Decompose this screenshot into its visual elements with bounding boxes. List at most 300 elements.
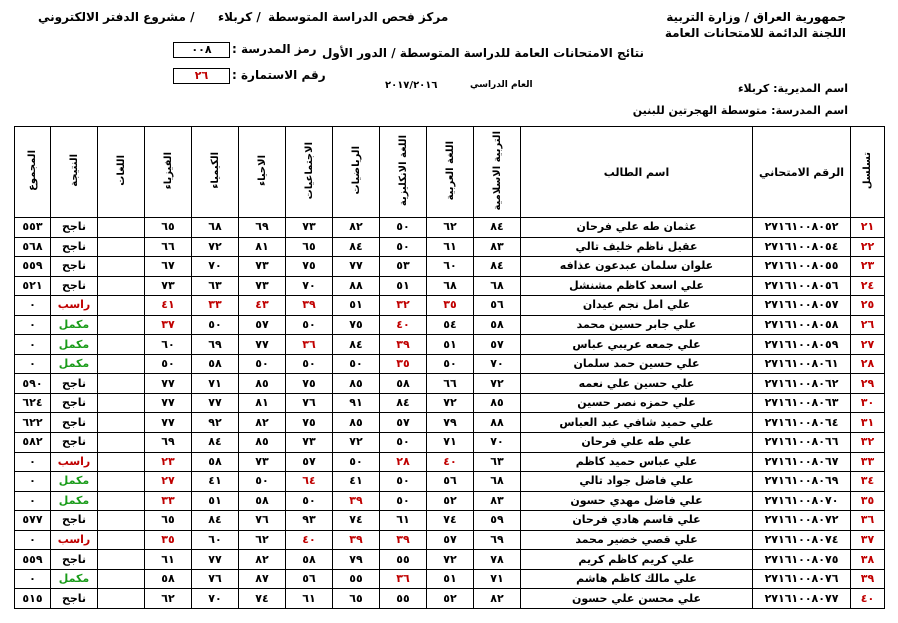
grade-cell: ٥٠ bbox=[380, 491, 427, 511]
grade-cell: ٦٥ bbox=[286, 237, 333, 257]
table-row bbox=[15, 491, 885, 511]
grade-cell: ٧٠ bbox=[192, 589, 239, 609]
student-name-cell: علي كريم كاظم كريم bbox=[521, 550, 753, 570]
directorate-value: كربلاء bbox=[737, 82, 770, 95]
grade-cell: ٥٦ bbox=[286, 569, 333, 589]
grade-cell: ٢٧ bbox=[145, 472, 192, 492]
grade-cell: ٧٣ bbox=[239, 257, 286, 277]
grade-cell: ٥٧ bbox=[239, 315, 286, 335]
total-cell: ٥٥٩ bbox=[15, 257, 51, 277]
grade-cell: ٧٥ bbox=[333, 315, 380, 335]
table-header-row bbox=[15, 127, 885, 218]
grade-cell: ٧٣ bbox=[286, 433, 333, 453]
result-cell: ناجح bbox=[51, 257, 98, 277]
serial-cell: ٢٩ bbox=[851, 374, 885, 394]
grade-cell: ٨٨ bbox=[333, 276, 380, 296]
table-row bbox=[15, 433, 885, 453]
grade-cell: ٥٥ bbox=[380, 550, 427, 570]
table-row bbox=[15, 237, 885, 257]
total-cell: ٠ bbox=[15, 335, 51, 355]
grade-cell: ٥٠ bbox=[286, 491, 333, 511]
exam-number-cell: ٢٧١٦١٠٠٨٠٥٦ bbox=[753, 276, 851, 296]
languages-cell bbox=[98, 569, 145, 589]
grade-cell: ٥٥ bbox=[333, 569, 380, 589]
student-name-cell: علي قصي خضير محمد bbox=[521, 530, 753, 550]
serial-cell: ٣٣ bbox=[851, 452, 885, 472]
student-name-cell: علي جمعه عريبي عباس bbox=[521, 335, 753, 355]
academic-year-label: العام الدراسي bbox=[470, 80, 533, 90]
languages-cell bbox=[98, 257, 145, 277]
col-exam-number: الرقم الامتحاني bbox=[753, 127, 851, 218]
grade-cell: ٥٨ bbox=[239, 491, 286, 511]
grade-cell: ٥١ bbox=[333, 296, 380, 316]
grade-cell: ٤٠ bbox=[380, 315, 427, 335]
grade-cell: ٣٧ bbox=[145, 315, 192, 335]
school-label: اسم المدرسة: bbox=[771, 104, 848, 117]
total-cell: ٥٨٢ bbox=[15, 433, 51, 453]
city-label: كربلاء / bbox=[218, 10, 261, 24]
col-chemistry: الكيمياء bbox=[192, 127, 239, 218]
result-cell: مكمل bbox=[51, 569, 98, 589]
table-row bbox=[15, 335, 885, 355]
results-table bbox=[14, 126, 885, 609]
result-cell: راسب bbox=[51, 296, 98, 316]
grade-cell: ٨٥ bbox=[333, 374, 380, 394]
result-cell: راسب bbox=[51, 530, 98, 550]
student-name-cell: علي قاسم هادي فرحان bbox=[521, 511, 753, 531]
grade-cell: ٩٣ bbox=[286, 511, 333, 531]
grade-cell: ٧٧ bbox=[145, 393, 192, 413]
academic-year-value: ٢٠١٧/٢٠١٦ bbox=[385, 80, 438, 91]
result-cell: ناجح bbox=[51, 218, 98, 238]
grade-cell: ٦٩ bbox=[145, 433, 192, 453]
exam-number-cell: ٢٧١٦١٠٠٨٠٦٦ bbox=[753, 433, 851, 453]
exam-number-cell: ٢٧١٦١٠٠٨٠٦٩ bbox=[753, 472, 851, 492]
project-title: مشروع الدفتر الالكتروني / bbox=[38, 10, 195, 24]
grade-cell: ٥١ bbox=[192, 491, 239, 511]
grade-cell: ٧٠ bbox=[192, 257, 239, 277]
col-social: الاجتماعيات bbox=[286, 127, 333, 218]
grade-cell: ٣٦ bbox=[286, 335, 333, 355]
total-cell: ٥٩٠ bbox=[15, 374, 51, 394]
grade-cell: ٤٣ bbox=[239, 296, 286, 316]
languages-cell bbox=[98, 413, 145, 433]
grade-cell: ٧٧ bbox=[145, 413, 192, 433]
languages-cell bbox=[98, 218, 145, 238]
grade-cell: ٧٢ bbox=[474, 374, 521, 394]
grade-cell: ٦٨ bbox=[474, 276, 521, 296]
total-cell: ٠ bbox=[15, 452, 51, 472]
grade-cell: ٥٨ bbox=[145, 569, 192, 589]
grade-cell: ٥٥ bbox=[380, 589, 427, 609]
table-row bbox=[15, 276, 885, 296]
grade-cell: ٥٠ bbox=[333, 452, 380, 472]
exam-number-cell: ٢٧١٦١٠٠٨٠٧٥ bbox=[753, 550, 851, 570]
languages-cell bbox=[98, 511, 145, 531]
grade-cell: ٦١ bbox=[145, 550, 192, 570]
result-cell: ناجح bbox=[51, 413, 98, 433]
form-number-label: رقم الاستمارة : bbox=[232, 68, 326, 82]
serial-cell: ٢٧ bbox=[851, 335, 885, 355]
serial-cell: ٣٨ bbox=[851, 550, 885, 570]
grade-cell: ٥٠ bbox=[286, 315, 333, 335]
grade-cell: ٥٨ bbox=[474, 315, 521, 335]
student-name-cell: علي جابر حسين محمد bbox=[521, 315, 753, 335]
grade-cell: ٧٠ bbox=[474, 433, 521, 453]
grade-cell: ٨٤ bbox=[192, 433, 239, 453]
serial-cell: ٢٤ bbox=[851, 276, 885, 296]
serial-cell: ٣٠ bbox=[851, 393, 885, 413]
grade-cell: ٧٧ bbox=[192, 550, 239, 570]
total-cell: ٥١٥ bbox=[15, 589, 51, 609]
grade-cell: ٣٥ bbox=[145, 530, 192, 550]
col-arabic: اللغة العربية bbox=[427, 127, 474, 218]
grade-cell: ٥١ bbox=[427, 335, 474, 355]
school-name bbox=[633, 104, 848, 117]
grade-cell: ٣٩ bbox=[380, 335, 427, 355]
form-number-value: ٢٦ bbox=[173, 68, 230, 84]
grade-cell: ٦٦ bbox=[427, 374, 474, 394]
grade-cell: ٦٠ bbox=[192, 530, 239, 550]
languages-cell bbox=[98, 374, 145, 394]
grade-cell: ٥٠ bbox=[239, 472, 286, 492]
serial-cell: ٢٨ bbox=[851, 354, 885, 374]
grade-cell: ٨٤ bbox=[333, 335, 380, 355]
col-serial: تسلسل bbox=[851, 127, 885, 218]
grade-cell: ٦٨ bbox=[192, 218, 239, 238]
exam-number-cell: ٢٧١٦١٠٠٨٠٧٠ bbox=[753, 491, 851, 511]
languages-cell bbox=[98, 296, 145, 316]
table-row bbox=[15, 218, 885, 238]
student-name-cell: علي حميد شافي عبد العباس bbox=[521, 413, 753, 433]
grade-cell: ٦١ bbox=[380, 511, 427, 531]
school-code-label: رمز المدرسة : bbox=[232, 42, 317, 56]
grade-cell: ٧٦ bbox=[286, 393, 333, 413]
student-name-cell: علي طه علي فرحان bbox=[521, 433, 753, 453]
grade-cell: ٥٣ bbox=[380, 257, 427, 277]
languages-cell bbox=[98, 491, 145, 511]
grade-cell: ٧٢ bbox=[427, 393, 474, 413]
serial-cell: ٣٧ bbox=[851, 530, 885, 550]
exam-number-cell: ٢٧١٦١٠٠٨٠٧٦ bbox=[753, 569, 851, 589]
col-languages: اللغات bbox=[98, 127, 145, 218]
serial-cell: ٢٦ bbox=[851, 315, 885, 335]
col-biology: الاحياء bbox=[239, 127, 286, 218]
grade-cell: ٨٥ bbox=[239, 433, 286, 453]
grade-cell: ٥٢ bbox=[427, 589, 474, 609]
total-cell: ٠ bbox=[15, 472, 51, 492]
grade-cell: ٧٥ bbox=[286, 374, 333, 394]
col-total: المجموع bbox=[15, 127, 51, 218]
total-cell: ٥٥٣ bbox=[15, 218, 51, 238]
languages-cell bbox=[98, 433, 145, 453]
result-cell: ناجح bbox=[51, 276, 98, 296]
student-name-cell: عقيل ناظم خليف تالي bbox=[521, 237, 753, 257]
grade-cell: ٥٠ bbox=[380, 237, 427, 257]
grade-cell: ٦٨ bbox=[427, 276, 474, 296]
grade-cell: ٥٠ bbox=[286, 354, 333, 374]
grade-cell: ٧٧ bbox=[239, 335, 286, 355]
languages-cell bbox=[98, 589, 145, 609]
grade-cell: ٥٧ bbox=[286, 452, 333, 472]
result-cell: مكمل bbox=[51, 354, 98, 374]
col-english: اللغة الانكليزية bbox=[380, 127, 427, 218]
grade-cell: ٣٣ bbox=[145, 491, 192, 511]
grade-cell: ٢٨ bbox=[380, 452, 427, 472]
grade-cell: ٨٤ bbox=[192, 511, 239, 531]
grade-cell: ٢٣ bbox=[145, 452, 192, 472]
languages-cell bbox=[98, 237, 145, 257]
table-body bbox=[15, 218, 885, 609]
grade-cell: ٥٠ bbox=[380, 218, 427, 238]
grade-cell: ٨٤ bbox=[380, 393, 427, 413]
exam-number-cell: ٢٧١٦١٠٠٨٠٧٤ bbox=[753, 530, 851, 550]
serial-cell: ٣١ bbox=[851, 413, 885, 433]
serial-cell: ٢٥ bbox=[851, 296, 885, 316]
result-cell: ناجح bbox=[51, 433, 98, 453]
languages-cell bbox=[98, 530, 145, 550]
grade-cell: ٣٩ bbox=[333, 530, 380, 550]
grade-cell: ٦٩ bbox=[474, 530, 521, 550]
total-cell: ٦٢٢ bbox=[15, 413, 51, 433]
grade-cell: ٨١ bbox=[239, 393, 286, 413]
grade-cell: ٦٤ bbox=[286, 472, 333, 492]
grade-cell: ٧٧ bbox=[333, 257, 380, 277]
total-cell: ٠ bbox=[15, 491, 51, 511]
result-cell: ناجح bbox=[51, 511, 98, 531]
exam-number-cell: ٢٧١٦١٠٠٨٠٧٧ bbox=[753, 589, 851, 609]
grade-cell: ٦٢ bbox=[145, 589, 192, 609]
exam-number-cell: ٢٧١٦١٠٠٨٠٦١ bbox=[753, 354, 851, 374]
serial-cell: ٢٢ bbox=[851, 237, 885, 257]
grade-cell: ٥١ bbox=[380, 276, 427, 296]
result-cell: ناجح bbox=[51, 237, 98, 257]
grade-cell: ٨٢ bbox=[239, 413, 286, 433]
grade-cell: ٧١ bbox=[192, 374, 239, 394]
grade-cell: ٧٠ bbox=[286, 276, 333, 296]
table-row bbox=[15, 569, 885, 589]
result-cell: مكمل bbox=[51, 472, 98, 492]
exam-number-cell: ٢٧١٦١٠٠٨٠٥٤ bbox=[753, 237, 851, 257]
ministry-line1: جمهورية العراق / وزارة التربية bbox=[666, 10, 846, 24]
grade-cell: ٨٣ bbox=[474, 491, 521, 511]
grade-cell: ٦٣ bbox=[474, 452, 521, 472]
grade-cell: ٣٥ bbox=[380, 354, 427, 374]
exam-number-cell: ٢٧١٦١٠٠٨٠٥٩ bbox=[753, 335, 851, 355]
grade-cell: ٧٥ bbox=[286, 413, 333, 433]
grade-cell: ٧٣ bbox=[145, 276, 192, 296]
table-row bbox=[15, 354, 885, 374]
table-row bbox=[15, 393, 885, 413]
col-math: الرياضيات bbox=[333, 127, 380, 218]
grade-cell: ٧٠ bbox=[474, 354, 521, 374]
total-cell: ٠ bbox=[15, 569, 51, 589]
grade-cell: ٥٨ bbox=[380, 374, 427, 394]
grade-cell: ٥٤ bbox=[427, 315, 474, 335]
table-row bbox=[15, 452, 885, 472]
grade-cell: ٧٧ bbox=[145, 374, 192, 394]
student-name-cell: علوان سلمان عبدعون عذافه bbox=[521, 257, 753, 277]
student-name-cell: علي فاضل جواد تالي bbox=[521, 472, 753, 492]
grade-cell: ٣٥ bbox=[427, 296, 474, 316]
exam-number-cell: ٢٧١٦١٠٠٨٠٥٥ bbox=[753, 257, 851, 277]
languages-cell bbox=[98, 550, 145, 570]
directorate-label: اسم المديرية: bbox=[773, 82, 848, 95]
grade-cell: ٧٤ bbox=[427, 511, 474, 531]
grade-cell: ٧٤ bbox=[239, 589, 286, 609]
languages-cell bbox=[98, 393, 145, 413]
grade-cell: ٦٠ bbox=[427, 257, 474, 277]
student-name-cell: علي حمزه نصر حسين bbox=[521, 393, 753, 413]
result-cell: ناجح bbox=[51, 393, 98, 413]
col-student-name: اسم الطالب bbox=[521, 127, 753, 218]
languages-cell bbox=[98, 472, 145, 492]
grade-cell: ٦٩ bbox=[239, 218, 286, 238]
result-cell: راسب bbox=[51, 452, 98, 472]
result-cell: مكمل bbox=[51, 335, 98, 355]
grade-cell: ٨٨ bbox=[474, 413, 521, 433]
grade-cell: ٧٩ bbox=[333, 550, 380, 570]
grade-cell: ٨٥ bbox=[333, 413, 380, 433]
grade-cell: ٧١ bbox=[474, 569, 521, 589]
grade-cell: ٥٩ bbox=[474, 511, 521, 531]
total-cell: ٦٢٤ bbox=[15, 393, 51, 413]
grade-cell: ٧٣ bbox=[239, 276, 286, 296]
student-name-cell: علي امل نجم عيدان bbox=[521, 296, 753, 316]
student-name-cell: علي عباس حميد كاظم bbox=[521, 452, 753, 472]
grade-cell: ٨٢ bbox=[239, 550, 286, 570]
exam-number-cell: ٢٧١٦١٠٠٨٠٦٤ bbox=[753, 413, 851, 433]
exam-number-cell: ٢٧١٦١٠٠٨٠٥٨ bbox=[753, 315, 851, 335]
student-name-cell: علي فاضل مهدي حسون bbox=[521, 491, 753, 511]
grade-cell: ٧٦ bbox=[239, 511, 286, 531]
total-cell: ٠ bbox=[15, 315, 51, 335]
grade-cell: ٦٥ bbox=[145, 511, 192, 531]
grade-cell: ٣٣ bbox=[192, 296, 239, 316]
grade-cell: ٣٩ bbox=[286, 296, 333, 316]
grade-cell: ٥٠ bbox=[145, 354, 192, 374]
grade-cell: ٧٢ bbox=[333, 433, 380, 453]
grade-cell: ٩٢ bbox=[192, 413, 239, 433]
grade-cell: ٧٥ bbox=[286, 257, 333, 277]
grade-cell: ٣٢ bbox=[380, 296, 427, 316]
grade-cell: ٦٥ bbox=[333, 589, 380, 609]
total-cell: ٠ bbox=[15, 296, 51, 316]
school-value: متوسطة الهجرتين للبنين bbox=[632, 104, 768, 117]
col-result: النتيجة bbox=[51, 127, 98, 218]
total-cell: ٠ bbox=[15, 530, 51, 550]
ministry-line2: اللجنة الدائمة للامتحانات العامة bbox=[664, 26, 846, 40]
grade-cell: ٧٢ bbox=[192, 237, 239, 257]
grade-cell: ٧٣ bbox=[239, 452, 286, 472]
serial-cell: ٣٢ bbox=[851, 433, 885, 453]
exam-number-cell: ٢٧١٦١٠٠٨٠٦٢ bbox=[753, 374, 851, 394]
grade-cell: ٥٠ bbox=[380, 472, 427, 492]
grade-cell: ٨٥ bbox=[474, 393, 521, 413]
grade-cell: ٦٥ bbox=[145, 218, 192, 238]
serial-cell: ٣٥ bbox=[851, 491, 885, 511]
total-cell: ٥٢١ bbox=[15, 276, 51, 296]
grade-cell: ٧٢ bbox=[427, 550, 474, 570]
exam-number-cell: ٢٧١٦١٠٠٨٠٦٣ bbox=[753, 393, 851, 413]
grade-cell: ٥٠ bbox=[427, 354, 474, 374]
table-row bbox=[15, 296, 885, 316]
col-physics: الفيزياء bbox=[145, 127, 192, 218]
grade-cell: ٥٨ bbox=[192, 354, 239, 374]
result-cell: ناجح bbox=[51, 374, 98, 394]
table-row bbox=[15, 511, 885, 531]
grade-cell: ٥٧ bbox=[380, 413, 427, 433]
grade-cell: ٥٧ bbox=[474, 335, 521, 355]
grade-cell: ٨١ bbox=[239, 237, 286, 257]
grade-cell: ٦٣ bbox=[192, 276, 239, 296]
serial-cell: ٣٤ bbox=[851, 472, 885, 492]
grade-cell: ٦١ bbox=[286, 589, 333, 609]
grade-cell: ٨٤ bbox=[474, 257, 521, 277]
grade-cell: ٨٥ bbox=[239, 374, 286, 394]
total-cell: ٥٧٧ bbox=[15, 511, 51, 531]
result-cell: مكمل bbox=[51, 491, 98, 511]
grade-cell: ٥١ bbox=[427, 569, 474, 589]
grade-cell: ٥٧ bbox=[427, 530, 474, 550]
grade-cell: ٧٩ bbox=[427, 413, 474, 433]
grade-cell: ٦٨ bbox=[474, 472, 521, 492]
serial-cell: ٢٣ bbox=[851, 257, 885, 277]
grade-cell: ٥٦ bbox=[474, 296, 521, 316]
student-name-cell: عثمان طه علي فرحان bbox=[521, 218, 753, 238]
grade-cell: ٦٩ bbox=[192, 335, 239, 355]
serial-cell: ٣٩ bbox=[851, 569, 885, 589]
grade-cell: ٦٦ bbox=[145, 237, 192, 257]
grade-cell: ٤١ bbox=[192, 472, 239, 492]
student-name-cell: علي محسن علي حسون bbox=[521, 589, 753, 609]
languages-cell bbox=[98, 452, 145, 472]
grade-cell: ٥٨ bbox=[286, 550, 333, 570]
exam-number-cell: ٢٧١٦١٠٠٨٠٥٧ bbox=[753, 296, 851, 316]
grade-cell: ٨٤ bbox=[474, 218, 521, 238]
languages-cell bbox=[98, 276, 145, 296]
directorate bbox=[738, 82, 848, 95]
grade-cell: ٨٤ bbox=[333, 237, 380, 257]
grade-cell: ٤٠ bbox=[427, 452, 474, 472]
grade-cell: ٤١ bbox=[145, 296, 192, 316]
grade-cell: ٥٨ bbox=[192, 452, 239, 472]
table-row bbox=[15, 550, 885, 570]
grade-cell: ٦٠ bbox=[145, 335, 192, 355]
languages-cell bbox=[98, 315, 145, 335]
table-row bbox=[15, 315, 885, 335]
result-cell: مكمل bbox=[51, 315, 98, 335]
grade-cell: ٧١ bbox=[427, 433, 474, 453]
grade-cell: ٣٦ bbox=[380, 569, 427, 589]
grade-cell: ٧٧ bbox=[192, 393, 239, 413]
grade-cell: ٤٠ bbox=[286, 530, 333, 550]
grade-cell: ٥٠ bbox=[239, 354, 286, 374]
exam-number-cell: ٢٧١٦١٠٠٨٠٥٢ bbox=[753, 218, 851, 238]
grade-cell: ٨٢ bbox=[333, 218, 380, 238]
serial-cell: ٣٦ bbox=[851, 511, 885, 531]
grade-cell: ٩١ bbox=[333, 393, 380, 413]
grade-cell: ٧٤ bbox=[333, 511, 380, 531]
grade-cell: ٥٠ bbox=[192, 315, 239, 335]
student-name-cell: علي اسعد كاظم مشنشل bbox=[521, 276, 753, 296]
grade-cell: ٤١ bbox=[333, 472, 380, 492]
center-title: مركز فحص الدراسة المتوسطة bbox=[268, 10, 449, 24]
grade-cell: ٨٣ bbox=[474, 237, 521, 257]
grade-cell: ٥٢ bbox=[427, 491, 474, 511]
grade-cell: ٥٦ bbox=[427, 472, 474, 492]
languages-cell bbox=[98, 354, 145, 374]
